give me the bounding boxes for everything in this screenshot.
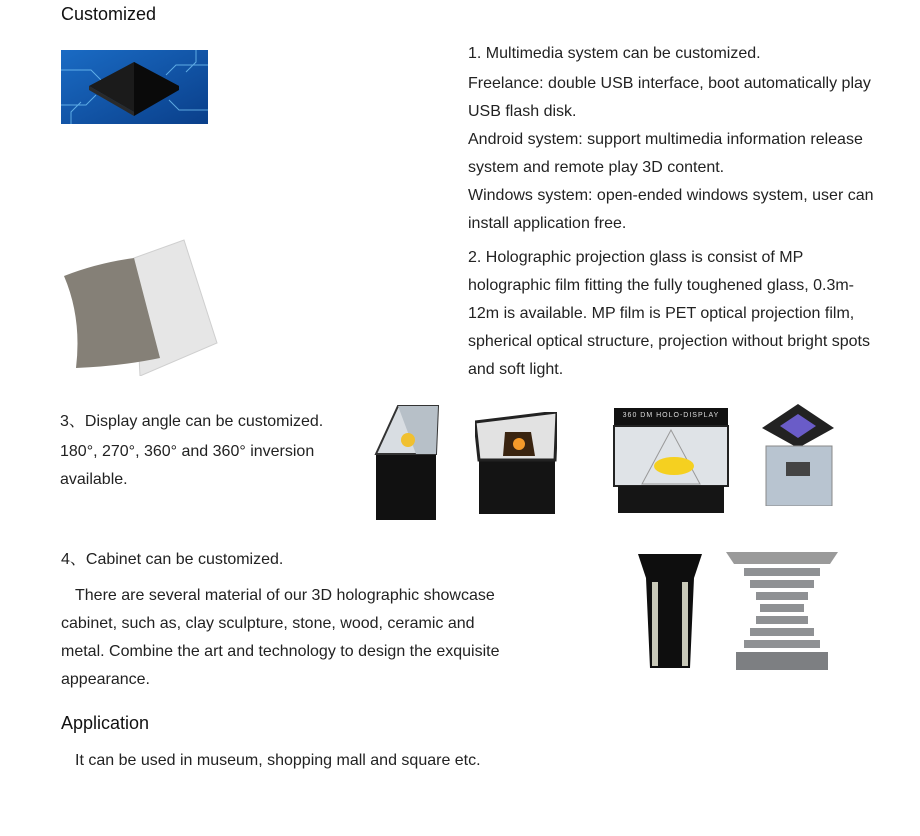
heading-customized: Customized — [61, 4, 157, 24]
point-windows: Windows system: open-ended windows system, user can install application free. — [468, 187, 874, 232]
application-body: It can be used in museum, shopping mall and square etc. — [75, 752, 481, 769]
point-freelance: Freelance: double USB interface, boot automatically play USB flash disk. — [468, 75, 871, 120]
cabinet-black-image — [638, 552, 702, 672]
cabinet-sculpture-image — [726, 552, 838, 670]
display-banner-text: 360 DM HOLO-DISPLAY — [622, 412, 720, 419]
display-360-image — [612, 408, 730, 513]
display-inversion-image — [760, 404, 836, 506]
display-angle-block — [60, 408, 360, 494]
point-android: Android system: support multimedia information release system and remote play 3D content. — [468, 131, 863, 176]
display-180-image — [372, 404, 440, 520]
display-270-image — [475, 412, 557, 514]
display-angle-body: 180°, 270°, 360° and 360° inversion available. — [60, 443, 315, 488]
cabinet-title: 4、Cabinet can be customized. — [61, 551, 284, 568]
display-angle-title: 3、Display angle can be customized. — [60, 413, 324, 430]
cabinet-body: There are several material of our 3D holographic showcase cabinet, such as, clay sculpture, stone, wood, ceramic and metal. Combine the art and technology to design the exquisite appearance. — [61, 587, 500, 688]
cabinet-block — [61, 546, 521, 694]
multimedia-text-block — [468, 40, 883, 384]
holographic-film-image — [62, 238, 220, 376]
point-1-title: 1. Multimedia system can be customized. — [468, 45, 761, 62]
chip-image — [61, 50, 208, 124]
point-2-glass: 2. Holographic projection glass is consist of MP holographic film fitting the fully toughened glass, 0.3m-12m is available. MP film is PET optical projection film, spherical optical structure, projection without bright spots and soft light. — [468, 249, 870, 378]
heading-application: Application — [61, 713, 150, 733]
